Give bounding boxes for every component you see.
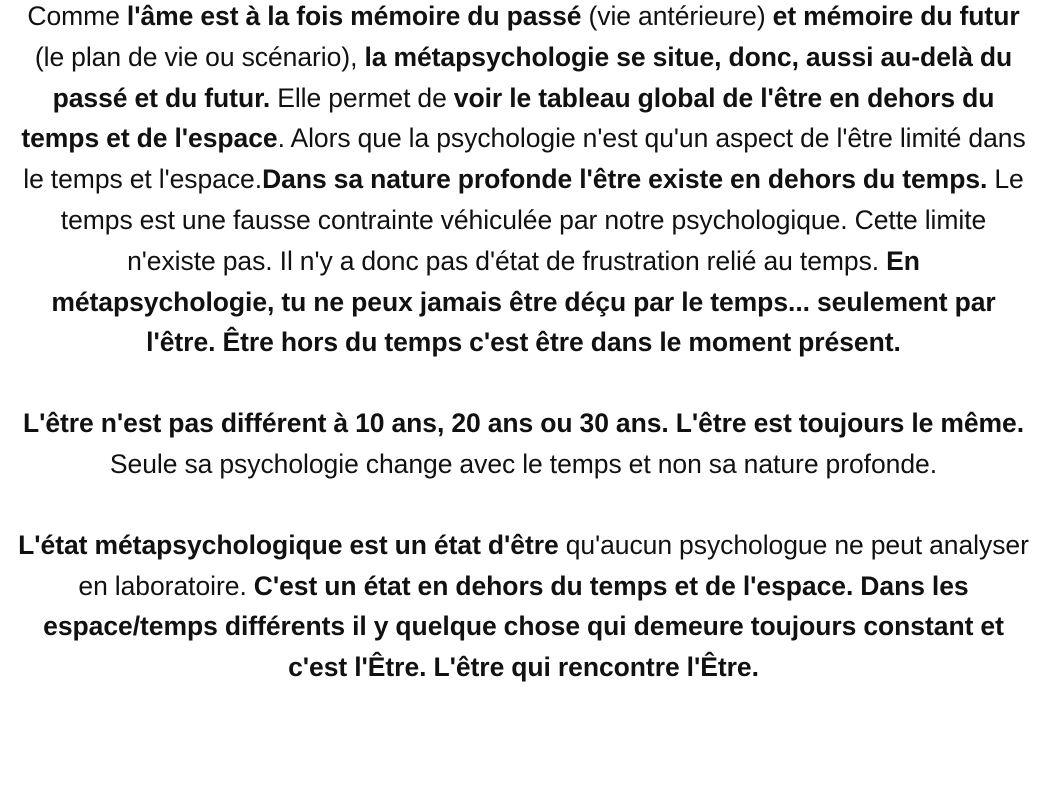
text-segment: (le plan de vie ou scénario),: [34, 41, 365, 72]
paragraph-metapsychological-state: [14, 525, 1033, 688]
text-segment-bold: L'état métapsychologique est un état d'être: [18, 529, 559, 560]
text-segment-bold: la métapsychologie se situe, donc, aussi au-delà du passé et du futur.: [52, 41, 1013, 113]
paragraph-being-unchanged: [14, 403, 1033, 485]
text-segment-bold: En métapsychologie, tu ne peux jamais être déçu par le temps... seulement par l'être. Être hors du temps c'est être dans le moment présent.: [51, 245, 996, 358]
text-segment: Le temps est une fausse contrainte véhiculée par notre psychologique. Cette limite n'existe pas. Il n'y a donc pas d'état de frustration relié au temps.: [60, 164, 1024, 276]
paragraph-time-and-soul: [14, 0, 1033, 363]
text-segment: Elle permet de: [270, 82, 454, 113]
text-segment: Seule sa psychologie change avec le temps et non sa nature profonde.: [109, 448, 938, 479]
text-segment-bold: C'est un état en dehors du temps et de l'espace. Dans les espace/temps différents il y quelque chose qui demeure toujours constant et c'est l'Être. L'être qui rencontre l'Être.: [43, 570, 1004, 683]
text-segment: qu'aucun psychologue ne peut analyser en laboratoire.: [78, 529, 1029, 601]
text-segment-bold: et mémoire du futur: [772, 1, 1020, 31]
text-segment-bold: voir le tableau global de l'être en dehors du temps et de l'espace: [21, 82, 995, 154]
text-segment: (vie antérieure): [581, 1, 773, 31]
text-segment: . Alors que la psychologie n'est qu'un aspect de l'être limité dans le temps et l'espace.: [23, 123, 1026, 195]
text-segment: Comme: [27, 1, 127, 31]
text-segment-bold: L'être n'est pas différent à 10 ans, 20 ans ou 30 ans. L'être est toujours le même.: [22, 408, 1025, 439]
text-segment-bold: l'âme est à la fois mémoire du passé: [126, 1, 582, 31]
text-segment-bold: Dans sa nature profonde l'être existe en dehors du temps.: [262, 164, 988, 195]
